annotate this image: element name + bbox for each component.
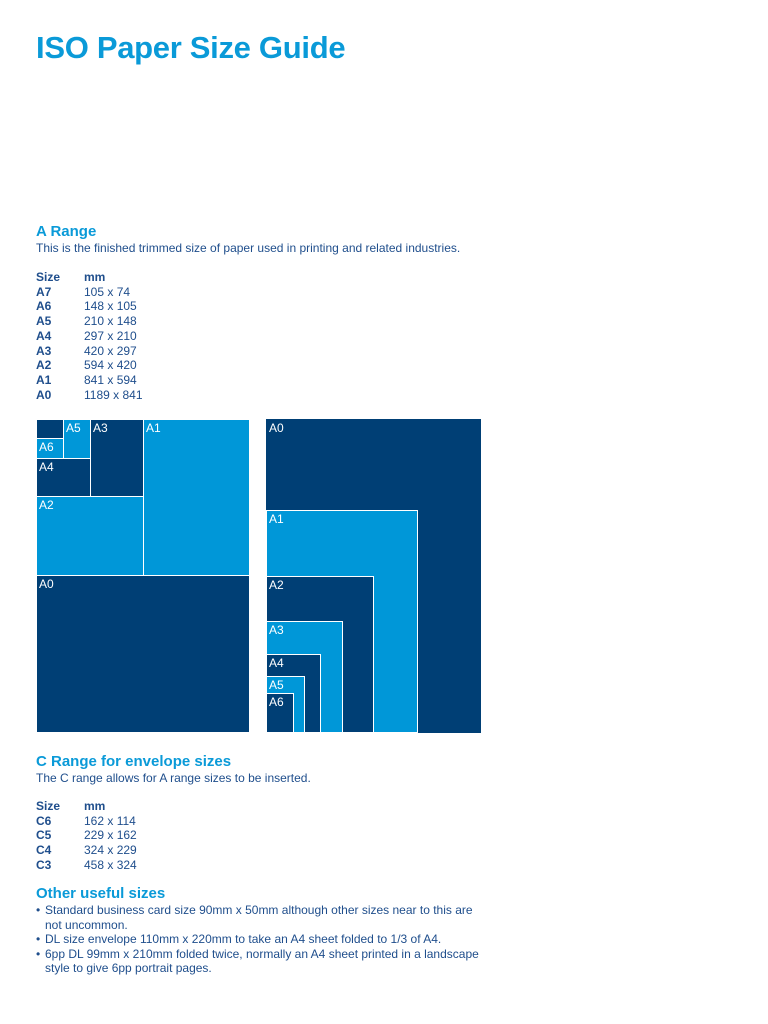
size-mm: 1189 x 841 (84, 387, 143, 402)
size-code: A1 (36, 372, 52, 387)
a3-sheet (90, 419, 144, 497)
table-row (36, 329, 143, 344)
size-code: C6 (36, 813, 52, 828)
table-row (36, 358, 143, 373)
size-mm: 229 x 162 (84, 828, 137, 843)
size-code: A2 (36, 358, 52, 373)
size-mm: 105 x 74 (84, 284, 131, 299)
size-column-header: Size (36, 270, 61, 284)
a-sizes-nested-diagram (266, 419, 480, 733)
c-range-table (36, 799, 137, 873)
a2-sheet (36, 496, 144, 576)
other-sizes-list (36, 903, 486, 976)
a4-label: A4 (39, 460, 54, 474)
a2-nested-label: A2 (269, 578, 284, 592)
a1-nested-label: A1 (269, 512, 284, 526)
a5-nested-label: A5 (269, 678, 284, 692)
size-code: A0 (36, 387, 52, 402)
size-code: A6 (36, 299, 52, 314)
a6-label: A6 (39, 440, 54, 454)
a6-sheet-nested (266, 693, 294, 733)
table-row (36, 843, 137, 858)
table-row (36, 344, 143, 359)
a6-nested-label: A6 (269, 695, 284, 709)
table-row (36, 388, 143, 403)
a0-sheet (36, 575, 250, 733)
a-range-header-row (36, 270, 143, 285)
table-row (36, 285, 143, 300)
size-code: C5 (36, 828, 52, 843)
a4-sheet (36, 458, 91, 497)
mm-column-header: mm (84, 270, 106, 284)
c-range-heading: C Range for envelope sizes (36, 753, 232, 770)
table-row (36, 314, 143, 329)
size-mm: 324 x 229 (84, 843, 137, 858)
size-mm: 148 x 105 (84, 299, 137, 314)
a7-sheet (36, 419, 64, 439)
size-column-header: Size (36, 799, 61, 813)
a6-sheet (36, 438, 64, 459)
size-mm: 458 x 324 (84, 857, 137, 872)
c-range-header-row (36, 799, 137, 814)
table-row (36, 814, 137, 829)
size-mm: 594 x 420 (84, 358, 137, 373)
list-item: • DL size envelope 110mm x 220mm to take an A4 sheet folded to 1/3 of A4. (36, 932, 486, 947)
size-code: A5 (36, 314, 52, 329)
a-range-description: This is the finished trimmed size of paper used in printing and related industries. (36, 241, 461, 255)
a-range-table (36, 270, 143, 402)
size-code: C3 (36, 857, 52, 872)
size-code: A4 (36, 328, 52, 343)
other-sizes-heading: Other useful sizes (36, 885, 166, 902)
a-sizes-tiled-diagram (36, 419, 250, 733)
size-mm: 297 x 210 (84, 328, 137, 343)
a3-label: A3 (93, 421, 108, 435)
size-code: A3 (36, 343, 52, 358)
a1-sheet (143, 419, 250, 576)
size-mm: 420 x 297 (84, 343, 137, 358)
a5-sheet (63, 419, 91, 459)
a2-label: A2 (39, 498, 54, 512)
list-item: • Standard business card size 90mm x 50mm although other sizes near to this are not uncommon. (36, 903, 486, 932)
size-code: C4 (36, 843, 52, 858)
a3-nested-label: A3 (269, 623, 284, 637)
size-mm: 210 x 148 (84, 314, 137, 329)
a0-nested-label: A0 (269, 421, 284, 435)
table-row (36, 858, 137, 873)
list-item: • 6pp DL 99mm x 210mm folded twice, normally an A4 sheet printed in a landscape style to give 6pp portrait pages. (36, 947, 486, 976)
size-mm: 841 x 594 (84, 372, 137, 387)
size-mm: 162 x 114 (84, 813, 136, 828)
table-row (36, 299, 143, 314)
a0-label: A0 (39, 577, 54, 591)
mm-column-header: mm (84, 799, 106, 813)
page-title: ISO Paper Size Guide (36, 30, 346, 65)
table-row (36, 373, 143, 388)
table-row (36, 828, 137, 843)
a5-label: A5 (66, 421, 81, 435)
a4-nested-label: A4 (269, 656, 284, 670)
a-range-heading: A Range (36, 223, 97, 240)
size-code: A7 (36, 284, 52, 299)
c-range-description: The C range allows for A range sizes to be inserted. (36, 771, 311, 785)
a1-label: A1 (146, 421, 161, 435)
